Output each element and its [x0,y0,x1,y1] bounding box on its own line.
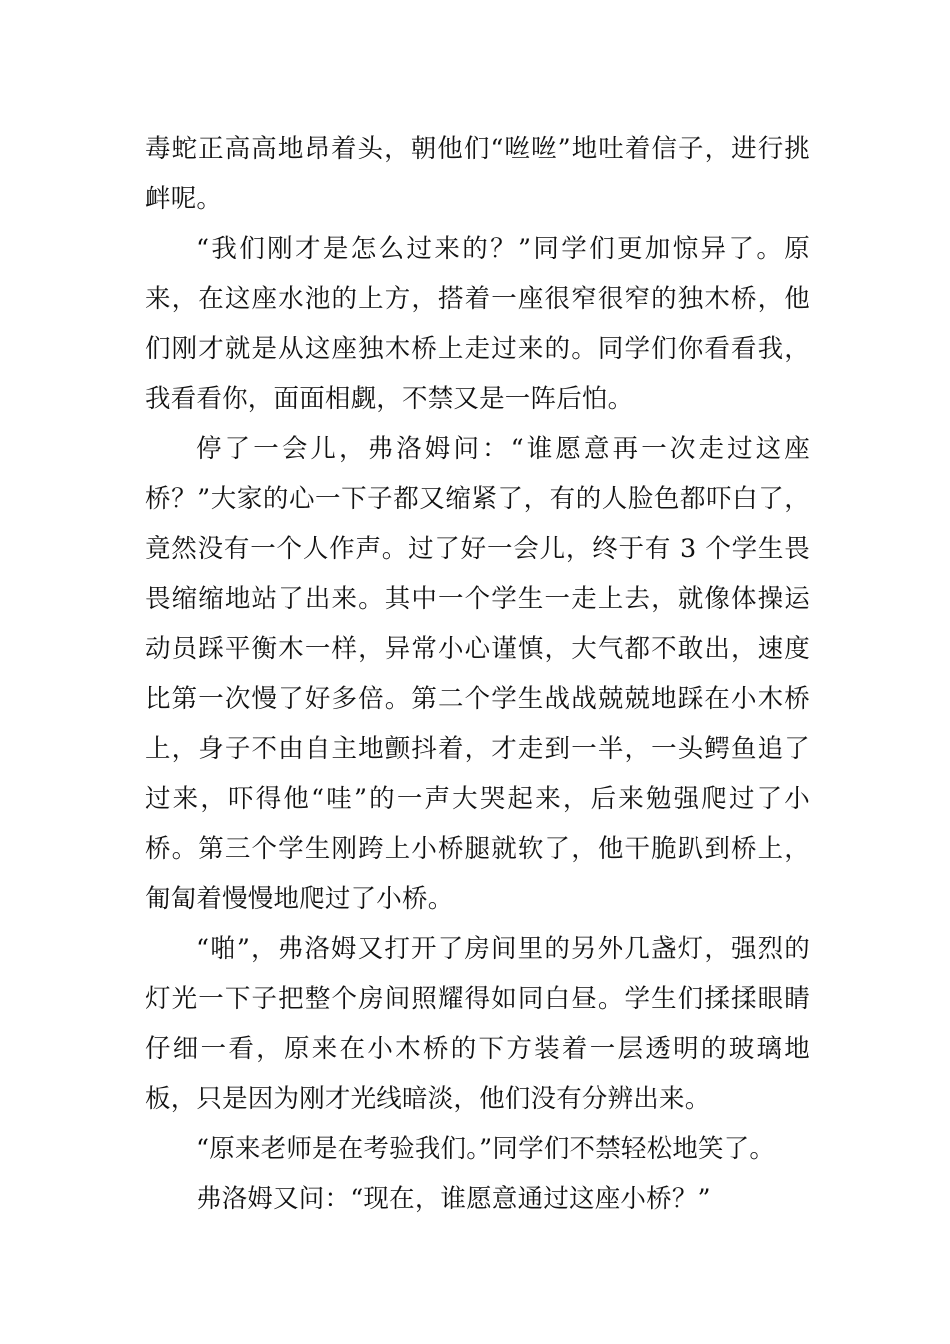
paragraph-lights-on: “啪”，弗洛姆又打开了房间里的另外几盏灯，强烈的灯光一下子把整个房间照耀得如同白昼。学生们揉揉眼睛仔细一看，原来在小木桥的下方装着一层透明的玻璃地板，只是因为刚才光线暗淡，他们没有分辨出来。 [145,934,810,1114]
paragraph-fromm-asks-again: 弗洛姆又问：“现在，谁愿意通过这座小桥？” [196,1184,711,1214]
paragraph-three-students: 停了一会儿，弗洛姆问：“谁愿意再一次走过这座桥？”大家的心一下子都又缩紧了，有的人脸色都吓白了，竟然没有一个人作声。过了好一会儿，终于有 3 个学生畏畏缩缩地站了出来。其中一个学生一走上去，就像体操运动员踩平衡木一样，异常小心谨慎，大气都不敢出，速度比第一次慢了好多倍。第二个学生战战兢兢地踩在小木桥上，身子不由自主地颤抖着，才走到一半，一头鳄鱼追了过来，吓得他“哇”的一声大哭起来，后来勉强爬过了小桥。第三个学生刚跨上小桥腿就软了，他干脆趴到桥上，匍匐着慢慢地爬过了小桥。 [145,434,810,914]
paragraph-snake-continuation: 毒蛇正高高地昂着头，朝他们“咝咝”地吐着信子，进行挑衅呢。 [145,134,810,214]
paragraph-teacher-test: “原来老师是在考验我们。”同学们不禁轻松地笑了。 [196,1134,776,1164]
paragraph-how-did-we-cross: “我们刚才是怎么过来的？”同学们更加惊异了。原来，在这座水池的上方，搭着一座很窄很窄的独木桥，他们刚才就是从这座独木桥上走过来的。同学们你看看我，我看看你，面面相觑，不禁又是一阵后怕。 [145,234,810,414]
document-body [145,124,810,1224]
